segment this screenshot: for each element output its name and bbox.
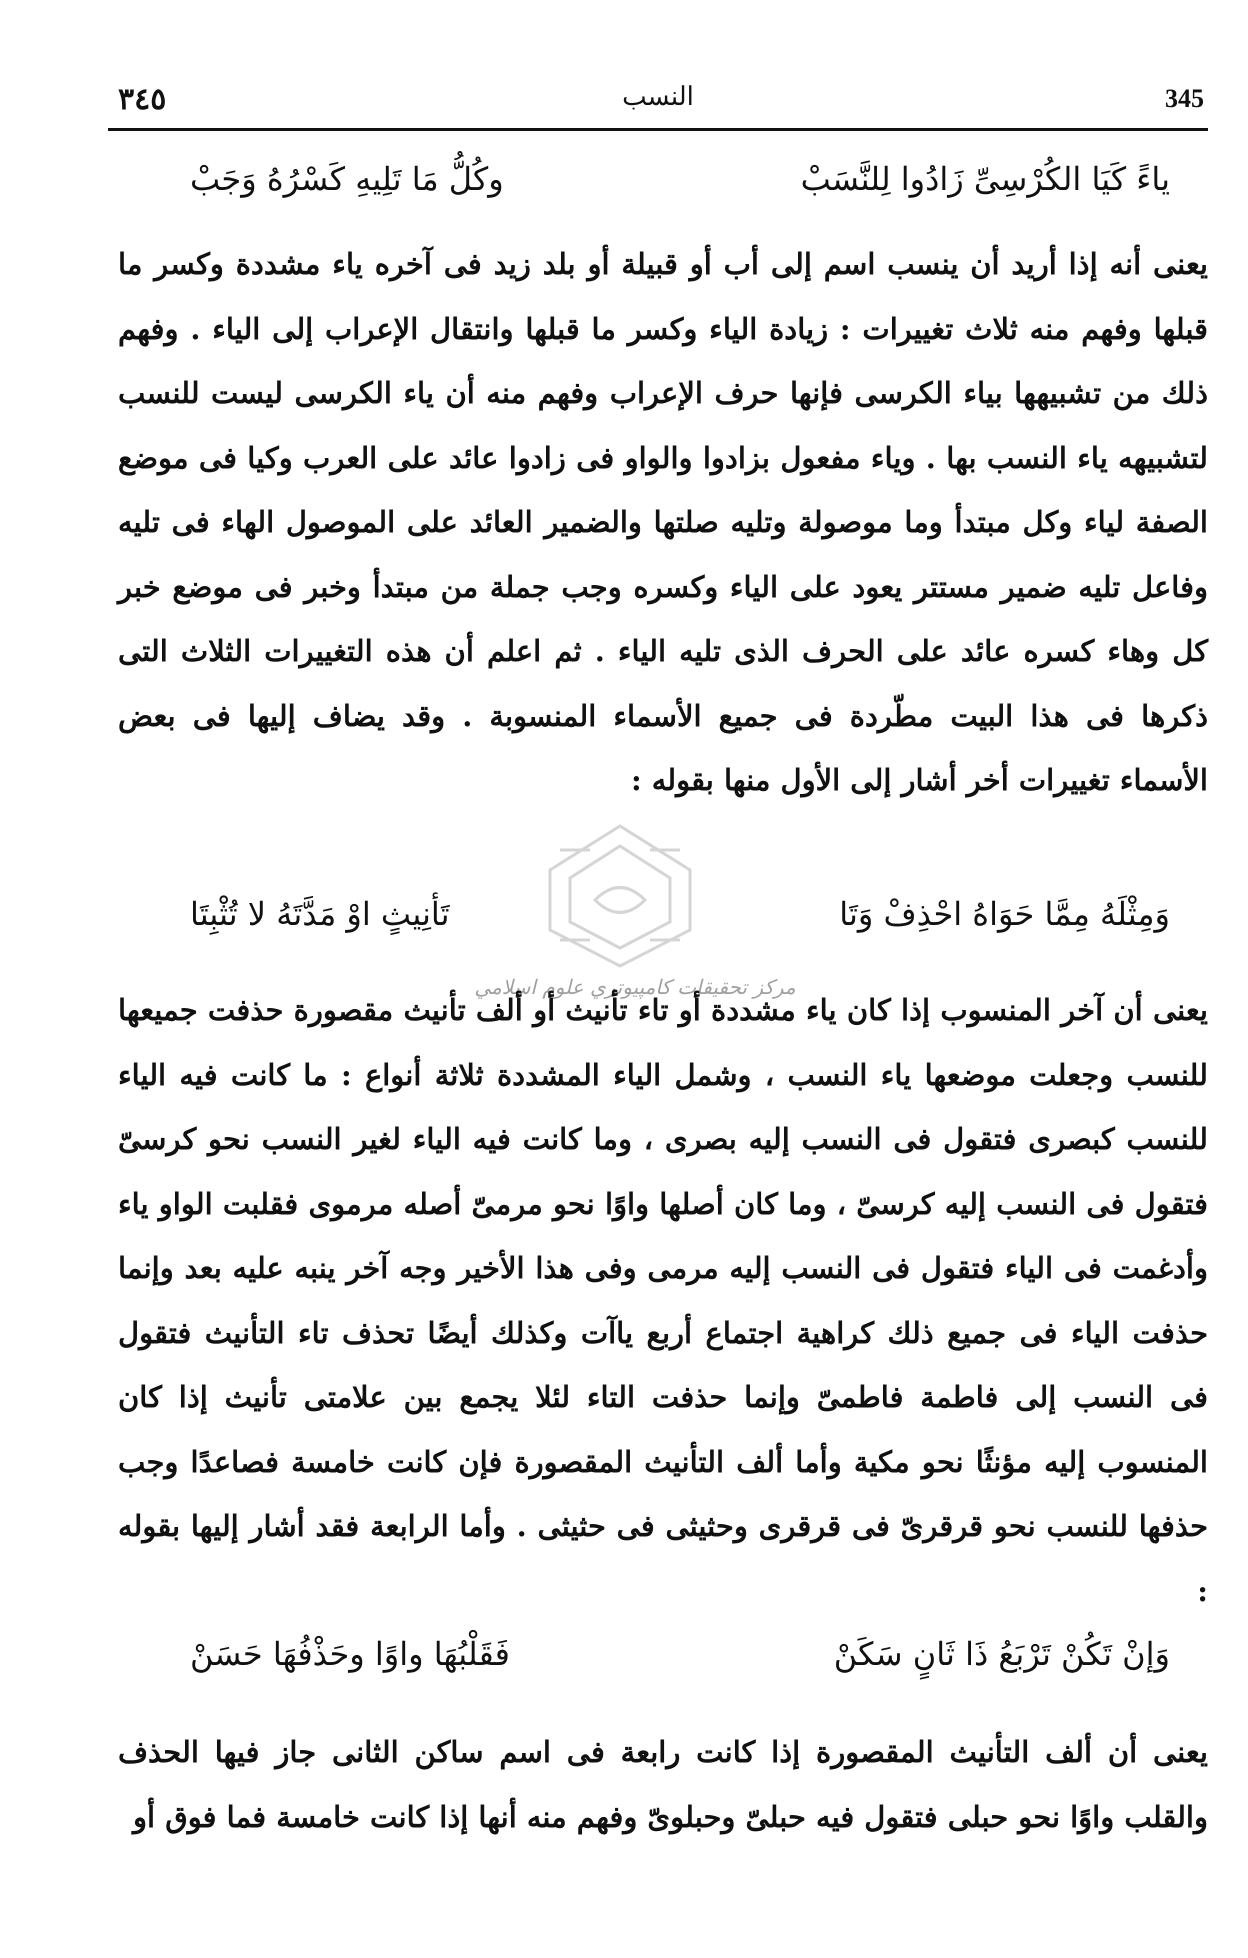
header-divider [108,128,1208,131]
page-number-latin: 345 [1165,84,1204,113]
commentary-paragraph-1 [118,232,1208,852]
paragraph-2-text: يعنى أن آخر المنسوب إذا كان ياء مشددة أو تاء تأنيث أو ألف تأنيث مقصورة حذفت جميعها للنسب وجعلت موضعها ياء النسب ، وشمل الياء المشددة ثلاثة أنواع : ما كانت فيه الياء للنسب كبصرى فتقول فى النسب إليه بصرى ، وما كانت فيه الياء لغير النسب نحو كرسىّ فتقول فى النسب إليه كرسىّ ، وما كان أصلها واوًا نحو مرمىّ أصله مرموى فقلبت الواو ياء وأدغمت فى الياء فتقول فى النسب إليه مرمى وفى هذا الأخير وجه آخر ينبه عليه بعد وإنما حذفت الياء فى جميع ذلك كراهية اجتماع أربع ياآت وكذلك أيضًا تحذف تاء التأنيث فتقول فى النسب إلى فاطمة فاطمىّ وإنما حذفت التاء لئلا يجمع بين علامتى تأنيث إذا كان المنسوب إليه مؤنثًا نحو مكية وأما ألف التأنيث المقصورة فإن كانت خامسة فصاعدًا وجب حذفها للنسب نحو قرقرىّ فى قرقرى وحثيثى فى حثيثى . وأما الرابعة فقد أشار إليها بقوله : [118,993,1208,1608]
verse-1-second-hemistich: وكُلُّ مَا تَلِيهِ كَسْرُهُ وَجَبْ [190,160,504,198]
verse-2-first-hemistich: وَمِثْلَهُ مِمَّا حَوَاهُ احْذِفْ وَتَا [839,895,1170,933]
verse-line-1 [190,160,1170,220]
commentary-paragraph-2 [118,978,1208,1608]
running-title: النسب [622,82,694,112]
commentary-paragraph-3 [118,1720,1208,1860]
institution-seal-watermark [540,820,700,970]
paragraph-3-text: يعنى أن ألف التأنيث المقصورة إذا كانت رابعة فى اسم ساكن الثانى جاز فيها الحذف والقلب واوًا نحو حبلى فتقول فيه حبلىّ وحبلوىّ وفهم منه أنها إذا كانت خامسة فما فوق أو [118,1735,1208,1834]
verse-3-second-hemistich: فَقَلْبُهَا واوًا وحَذْفُهَا حَسَنْ [190,1635,510,1673]
watermark-caption: مركز تحقيقات كامپيوتري علوم اسلامي [474,975,796,999]
verse-1-first-hemistich: ياءً كَيَا الكُرْسِىِّ زَادُوا لِلنَّسَبْ [800,160,1170,198]
paragraph-1-text: يعنى أنه إذا أريد أن ينسب اسم إلى أب أو قبيلة أو بلد زيد فى آخره ياء مشددة وكسر ما قبلها وفهم منه ثلاث تغييرات : زيادة الياء وكسر ما قبلها وانتقال الإعراب إلى الياء . وفهم ذلك من تشبيهها بياء الكرسى فإنها حرف الإعراب وفهم منه أن ياء الكرسى ليست للنسب لتشبيهه ياء النسب بها . وياء مفعول بزادوا والواو فى زادوا عائد على العرب وكيا فى موضع الصفة لياء وكل مبتدأ وما موصولة وتليه صلتها والضمير العائد على الموصول الهاء فى تليه وفاعل تليه ضمير مستتر يعود على الياء وكسره وجب جملة من مبتدأ وخبر فى موضع خبر كل وهاء كسره عائد على الحرف الذى تليه الياء . ثم اعلم أن هذه التغييرات الثلاث التى ذكرها فى هذا البيت مطّردة فى جميع الأسماء المنسوبة . وقد يضاف إليها فى بعض الأسماء تغييرات أخر أشار إلى الأول منها بقوله : [118,247,1208,797]
verse-2-second-hemistich: تَأنِيثٍ اوْ مَدَّتَهُ لا تُثْبِتَا [190,895,450,933]
verse-line-3 [190,1635,1170,1695]
verse-3-first-hemistich: وَإنْ تَكُنْ تَرْبَعُ ذَا ثَانٍ سَكَنْ [833,1635,1170,1673]
page-header [108,82,1208,122]
page-number-arabic: ٣٤٥ [118,82,167,117]
